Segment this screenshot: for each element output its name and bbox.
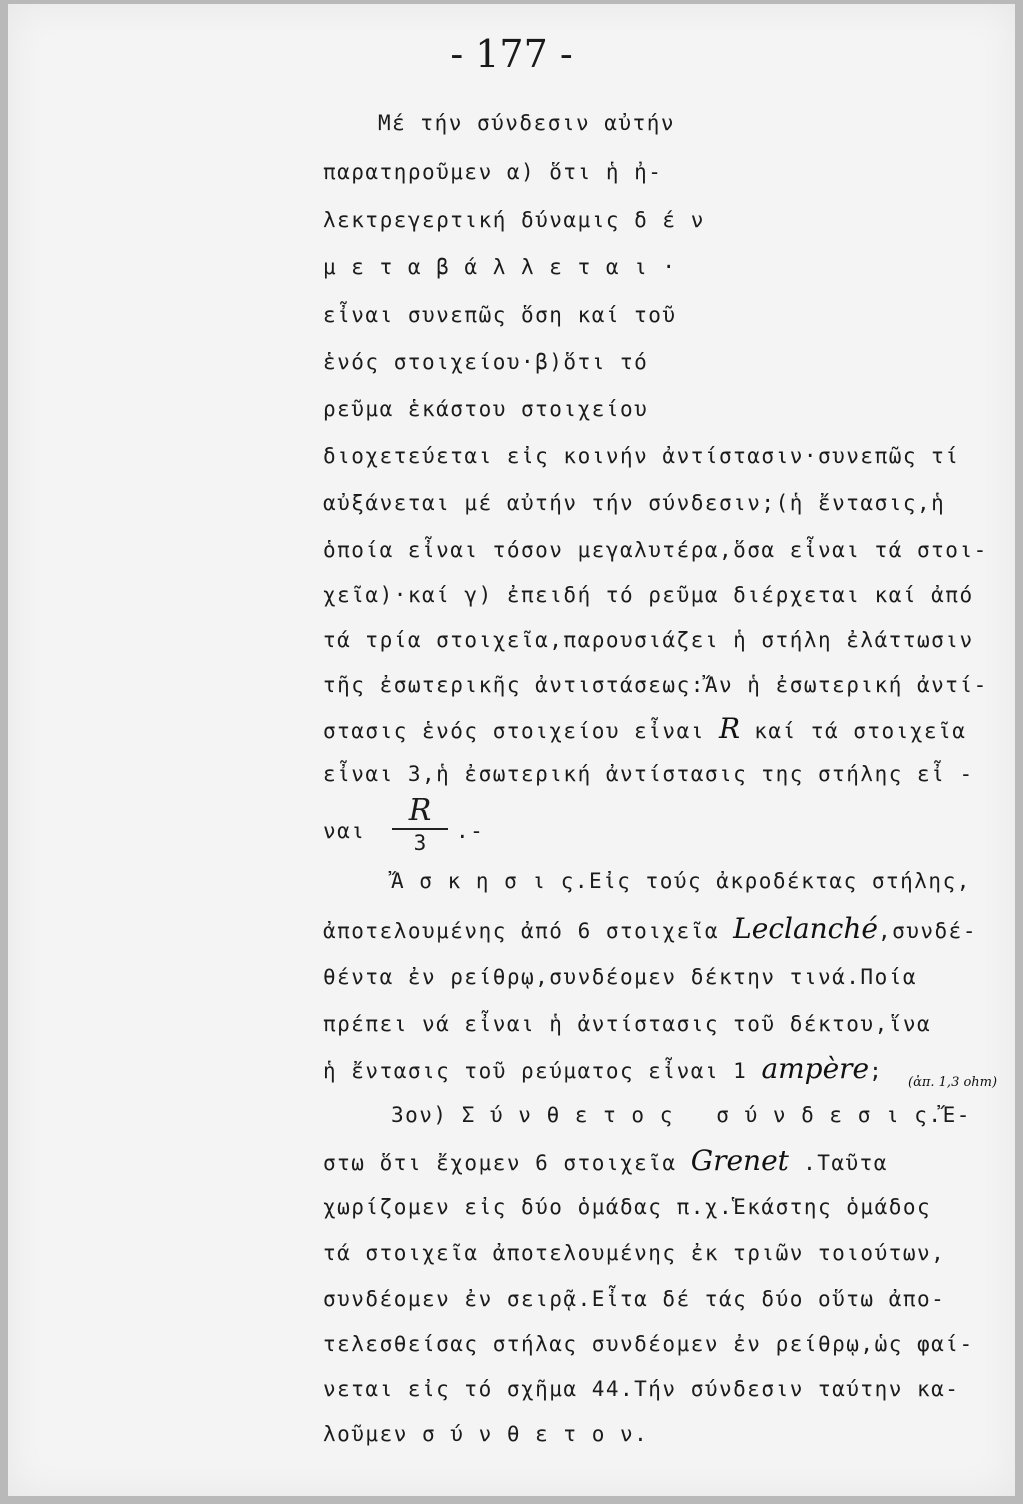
text-line: 3ον) Σ ύ ν θ ε τ ο ς σ ύ ν δ ε σ ι ς.Ἔ-: [391, 1103, 971, 1127]
text-line: τῆς ἐσωτερικῆς ἀντιστάσεως:Ἄν ἡ ἐσωτερική ἀντί-: [323, 673, 988, 697]
text-line: συνδέομεν ἐν σειρᾷ.Εἶτα δέ τάς δύο οὕτω ἀπο-: [323, 1287, 946, 1311]
text-line: εἶναι συνεπῶς ὅση καί τοῦ: [323, 303, 677, 327]
text-segment: καί τά στοιχεῖα: [740, 719, 967, 743]
text-line: ρεῦμα ἑκάστου στοιχείου: [323, 397, 649, 421]
page-number: - 177 -: [450, 32, 573, 76]
text-segment: ,συνδέ-: [877, 919, 977, 943]
handwritten-word: Grenet: [690, 1144, 789, 1177]
text-segment: στασις ἑνός στοιχείου εἶναι: [323, 719, 720, 743]
fraction-denominator: 3: [413, 831, 427, 855]
text-line: [323, 714, 966, 746]
fraction-bar: [392, 828, 448, 830]
handwritten-symbol: R: [719, 712, 741, 745]
handwritten-word: ampère: [761, 1052, 870, 1085]
text-line: [323, 1054, 883, 1086]
text-line: τά τρία στοιχεῖα,παρουσιάζει ἡ στήλη ἐλάττωσιν: [323, 628, 974, 652]
text-segment: .Ταῦτα: [788, 1151, 888, 1175]
fraction-numerator: R: [408, 793, 432, 828]
text-line: διοχετεύεται εἰς κοινήν ἀντίστασιν·συνεπῶς τί: [323, 444, 960, 468]
text-segment: στω ὅτι ἔχομεν 6 στοιχεῖα: [323, 1151, 691, 1175]
text-line: [323, 914, 977, 946]
text-line: θέντα ἐν ρείθρῳ,συνδέομεν δέκτην τινά.Ποία: [323, 965, 918, 989]
text-line: ὁποία εἶναι τόσον μεγαλυτέρα,ὅσα εἶναι τά στοι-: [323, 538, 988, 562]
handwritten-answer-note: (ἀπ. 1,3 ohm): [908, 1075, 998, 1090]
text-line: Μέ τήν σύνδεσιν αὐτήν: [378, 111, 676, 135]
text-line: αὐξάνεται μέ αὐτήν τήν σύνδεσιν;(ἡ ἔντασις,ἡ: [323, 491, 946, 515]
text-line: χωρίζομεν εἰς δύο ὁμάδας π.χ.Ἑκάστης ὁμάδος: [323, 1195, 932, 1219]
text-line: ναι: [323, 819, 366, 843]
text-line: Ἄ σ κ η σ ι ς.Εἰς τούς ἀκροδέκτας στήλης,: [391, 869, 971, 893]
text-line: μ ε τ α β ά λ λ ε τ α ι ·: [323, 255, 677, 279]
text-line: χεῖα)·καί γ) ἐπειδή τό ρεῦμα διέρχεται καί ἀπό: [323, 583, 974, 607]
text-line: πρέπει νά εἶναι ἡ ἀντίστασις τοῦ δέκτου,ἵνα: [323, 1012, 932, 1036]
text-segment: ἡ ἔντασις τοῦ ρεύματος εἶναι 1: [323, 1059, 762, 1083]
text-line: τά στοιχεῖα ἀποτελουμένης ἐκ τριῶν τοιούτων,: [323, 1241, 946, 1265]
text-line: εἶναι 3,ἡ ἐσωτερική ἀντίστασις της στήλης εἶ -: [323, 762, 974, 786]
text-line: λοῦμεν σ ύ ν θ ε τ ο ν.: [323, 1422, 649, 1446]
text-line: νεται εἰς τό σχῆμα 44.Τήν σύνδεσιν ταύτην κα-: [323, 1377, 960, 1401]
text-segment: ἀποτελουμένης ἀπό 6 στοιχεῖα: [323, 919, 734, 943]
text-line: λεκτρεγερτική δύναμις δ έ ν: [323, 208, 705, 232]
text-line: παρατηροῦμεν α) ὅτι ἡ ἠ-: [323, 160, 663, 184]
fraction-r-over-3: [392, 793, 448, 855]
document-page: [8, 4, 1015, 1496]
text-line: [323, 1146, 888, 1178]
text-line: .-: [456, 819, 485, 843]
text-line: τελεσθείσας στήλας συνδέομεν ἐν ρείθρῳ,ὡς φαί-: [323, 1332, 974, 1356]
text-segment: ;: [869, 1059, 884, 1083]
handwritten-word: Leclanché: [733, 912, 878, 945]
text-line: ἑνός στοιχείου·β)ὅτι τό: [323, 350, 649, 374]
